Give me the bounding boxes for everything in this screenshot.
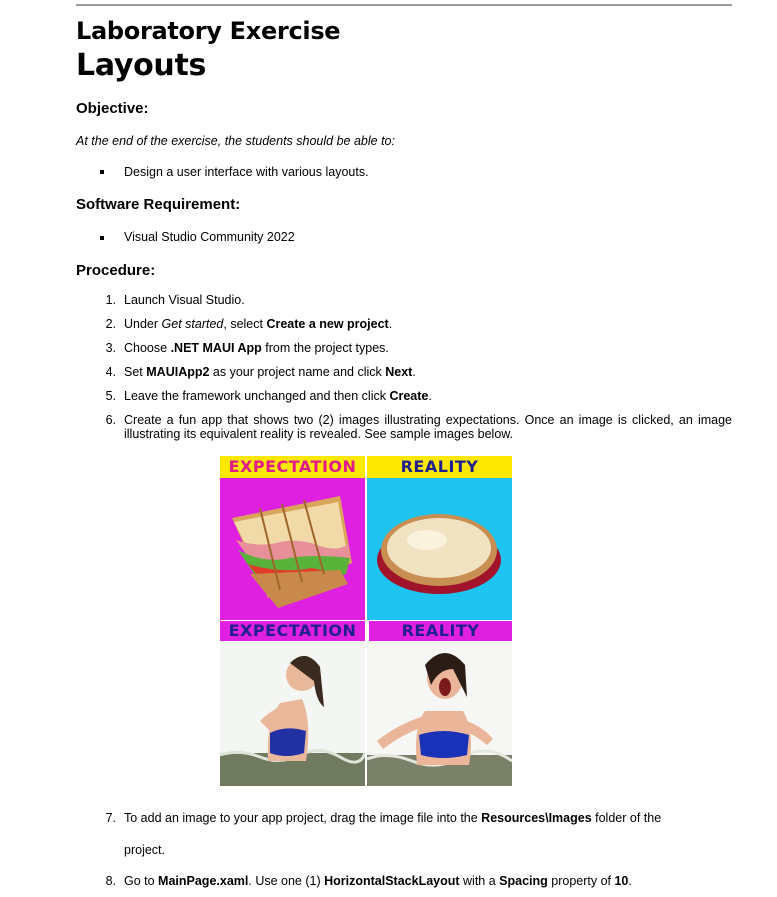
step-8 [124,874,732,888]
objective-heading: Objective: [76,100,149,117]
step-text-segment: Set [124,365,147,379]
step-text-segment: 10 [614,874,629,888]
step-text-segment: HorizontalStackLayout [324,874,460,888]
step-text-segment: . Use one (1) [248,874,325,888]
software-heading: Software Requirement: [76,196,241,213]
step-number: 1. [105,293,116,307]
step-text-segment: . [412,365,416,379]
step-text-segment: Create a fun app that shows two (2) images illustrating expectations. Once an image is clicked, an image illustrating its equivalent reality is revealed. See sample images below. [124,413,732,441]
step-text-segment: . [628,874,632,888]
step-text-segment: .NET MAUI App [170,341,262,355]
sandwich-reality-image [367,478,512,620]
bullet-marker [100,170,104,174]
step-number: 7. [105,811,116,825]
step-4 [124,365,732,379]
step-text-segment: To add an image to your app project, drag the image file into the [124,811,482,825]
step-number: 3. [105,341,116,355]
step-text-segment: Launch Visual Studio. [124,293,245,307]
swimmer-reality-image [367,641,512,786]
expectation-banner: EXPECTATION [220,456,365,478]
step-7 [124,811,732,825]
header-rule [76,4,732,6]
step-text-segment: Resources\Images [481,811,592,825]
step-5 [124,389,732,403]
step-number: 5. [105,389,116,403]
step-text-segment: with a [459,874,500,888]
step-text-segment: from the project types. [261,341,389,355]
step-2 [124,317,732,331]
step-text-segment: Leave the framework unchanged and then click [124,389,390,403]
step-text-segment: , select [223,317,267,331]
objective-intro: At the end of the exercise, the students should be able to: [76,134,395,148]
step-text-segment: folder of the [591,811,662,825]
page-subtitle: Layouts [76,48,207,83]
page-title: Laboratory Exercise [76,17,341,45]
step-text-segment: Spacing [499,874,548,888]
step-number: 6. [105,413,116,427]
software-bullet: Visual Studio Community 2022 [124,230,295,244]
swimmer-expectation-image [220,641,365,786]
bullet-marker [100,236,104,240]
procedure-heading: Procedure: [76,262,156,279]
expectation-banner-2: EXPECTATION [220,621,365,641]
step-number: 8. [105,874,116,888]
step-text-segment: Go to [124,874,159,888]
step-text-segment: Next [385,365,413,379]
step-text-segment: . [388,317,393,331]
step-number: 2. [105,317,116,331]
step-text-segment: . [428,389,432,403]
reality-banner: REALITY [367,456,512,478]
step-7-continuation: project. [124,843,165,857]
step-text-segment: Create [389,389,429,403]
sandwich-expectation-image [220,478,365,620]
step-text-segment: MainPage.xaml [158,874,249,888]
step-text-segment: property of [547,874,615,888]
step-3 [124,341,732,355]
objective-bullet: Design a user interface with various layouts. [124,165,369,179]
step-text-segment: as your project name and click [209,365,386,379]
step-number: 4. [105,365,116,379]
step-text-segment: Create a new project [266,317,389,331]
step-1 [124,293,732,307]
step-text-segment: Under [124,317,162,331]
reality-banner-2: REALITY [369,621,512,641]
step-6 [124,413,732,441]
step-text-segment: Choose [124,341,171,355]
step-text-segment: MAUIApp2 [146,365,210,379]
step-text-segment: Get started [161,317,224,331]
